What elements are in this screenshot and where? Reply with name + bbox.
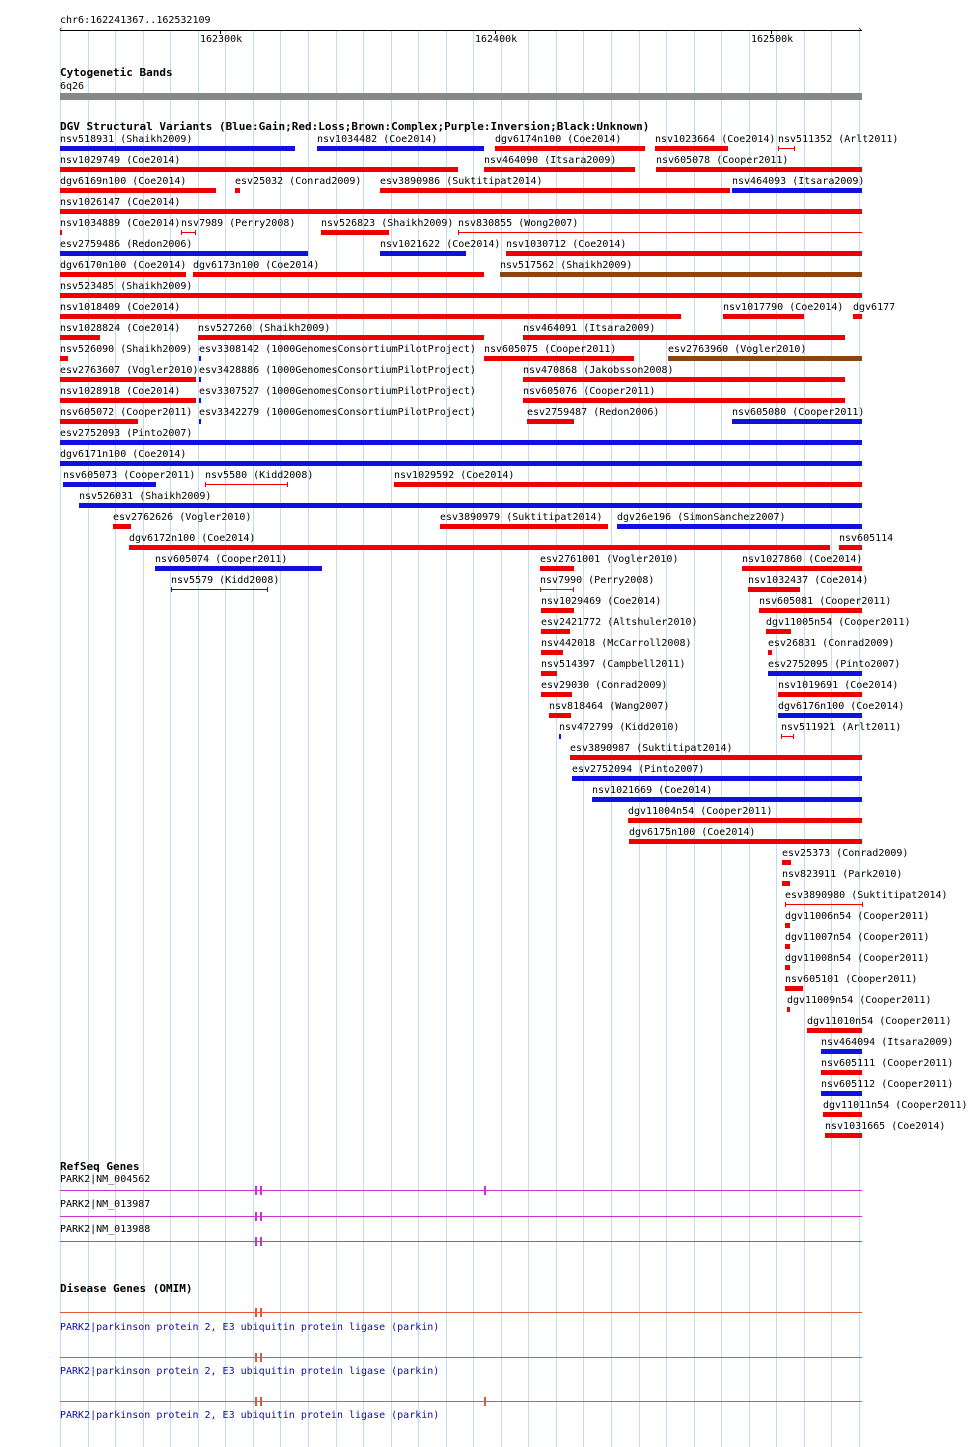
variant-label[interactable]: dgv6176n100 (Coe2014)	[778, 701, 905, 712]
variant-label[interactable]: nsv5579 (Kidd2008)	[171, 575, 280, 586]
variant-bar[interactable]	[500, 272, 862, 277]
exon-mark	[255, 1353, 257, 1362]
omim-track-title: Disease Genes (OMIM)	[60, 1282, 193, 1295]
variant-label[interactable]: esv25032 (Conrad2009)	[235, 176, 362, 187]
variant-label[interactable]: nsv511921 (Arlt2011)	[781, 722, 902, 733]
omim-gene-line[interactable]	[60, 1312, 862, 1313]
variant-label[interactable]: nsv1029592 (Coe2014)	[394, 470, 515, 481]
variant-label[interactable]: nsv1034889 (Coe2014)	[60, 218, 181, 229]
variant-label[interactable]: esv3890980 (Suktitipat2014)	[785, 890, 948, 901]
variant-bar[interactable]	[484, 356, 634, 361]
variant-label[interactable]: dgv6172n100 (Coe2014)	[129, 533, 256, 544]
variant-label[interactable]: esv3307527 (1000GenomesConsortiumPilotProject)	[199, 386, 476, 397]
variant-label[interactable]: esv2763960 (Vogler2010)	[668, 344, 807, 355]
variant-bar-end	[287, 482, 288, 487]
variant-label[interactable]: nsv514397 (Campbell2011)	[541, 659, 686, 670]
variant-bar[interactable]	[617, 524, 862, 529]
variant-bar[interactable]	[782, 860, 791, 865]
omim-gene-label[interactable]: PARK2|parkinson protein 2, E3 ubiquitin protein ligase (parkin)	[60, 1322, 440, 1333]
variant-bar[interactable]	[839, 545, 862, 550]
variant-bar[interactable]	[540, 589, 573, 590]
variant-bar[interactable]	[506, 251, 862, 256]
variant-bar[interactable]	[787, 1007, 790, 1012]
variant-bar-end	[862, 902, 863, 907]
variant-bar[interactable]	[60, 188, 216, 193]
exon-mark	[260, 1308, 262, 1317]
variant-bar[interactable]	[541, 671, 557, 676]
variant-bar[interactable]	[592, 797, 862, 802]
variant-label[interactable]: nsv830855 (Wong2007)	[458, 218, 579, 229]
variant-bar[interactable]	[458, 232, 862, 233]
variant-bar[interactable]	[317, 146, 484, 151]
variant-bar[interactable]	[655, 146, 728, 151]
cyto-band[interactable]	[60, 93, 862, 100]
variant-label[interactable]: esv2759487 (Redon2006)	[527, 407, 660, 418]
ruler-left-arrow-icon[interactable]: ‹	[58, 25, 64, 35]
variant-bar[interactable]	[60, 440, 862, 445]
omim-gene-line[interactable]	[60, 1357, 862, 1358]
variant-label[interactable]: nsv605101 (Cooper2011)	[785, 974, 918, 985]
variant-bar[interactable]	[60, 461, 862, 466]
variant-bar[interactable]	[668, 356, 862, 361]
variant-label[interactable]: nsv518931 (Shaikh2009)	[60, 134, 193, 145]
refseq-gene-line[interactable]	[60, 1216, 862, 1217]
variant-bar-end	[205, 482, 206, 487]
variant-bar[interactable]	[60, 167, 458, 172]
variant-bar[interactable]	[199, 398, 201, 403]
variant-bar[interactable]	[540, 566, 574, 571]
variant-label[interactable]: nsv5580 (Kidd2008)	[205, 470, 314, 481]
variant-bar[interactable]	[321, 230, 389, 235]
omim-gene-line[interactable]	[60, 1401, 862, 1402]
refseq-gene-line[interactable]	[60, 1241, 862, 1242]
variant-bar[interactable]	[778, 692, 862, 697]
variant-label[interactable]: dgv11008n54 (Cooper2011)	[785, 953, 930, 964]
variant-label[interactable]: nsv1028918 (Coe2014)	[60, 386, 181, 397]
variant-bar[interactable]	[778, 713, 862, 718]
variant-bar[interactable]	[79, 503, 862, 508]
variant-bar-end	[781, 734, 782, 739]
refseq-gene-label[interactable]: PARK2|NM_013988	[60, 1224, 151, 1235]
variant-label[interactable]: nsv523485 (Shaikh2009)	[60, 281, 193, 292]
variant-bar[interactable]	[60, 314, 681, 319]
variant-bar[interactable]	[785, 904, 862, 905]
variant-bar[interactable]	[825, 1133, 862, 1138]
variant-label[interactable]: esv2421772 (Altshuler2010)	[541, 617, 698, 628]
variant-label[interactable]: dgv11006n54 (Cooper2011)	[785, 911, 930, 922]
variant-label[interactable]: nsv464090 (Itsara2009)	[484, 155, 617, 166]
variant-bar[interactable]	[785, 944, 790, 949]
exon-mark	[255, 1237, 257, 1246]
variant-label[interactable]: nsv605111 (Cooper2011)	[821, 1058, 954, 1069]
variant-label[interactable]: nsv7989 (Perry2008)	[181, 218, 296, 229]
variant-label[interactable]: dgv6169n100 (Coe2014)	[60, 176, 187, 187]
variant-bar[interactable]	[527, 419, 574, 424]
variant-bar[interactable]	[60, 293, 862, 298]
variant-bar[interactable]	[60, 356, 68, 361]
exon-mark	[260, 1237, 262, 1246]
variant-label[interactable]: esv2761001 (Vogler2010)	[540, 554, 679, 565]
variant-bar[interactable]	[181, 232, 195, 233]
variant-label[interactable]: dgv11007n54 (Cooper2011)	[785, 932, 930, 943]
variant-label[interactable]: dgv11005n54 (Cooper2011)	[766, 617, 911, 628]
variant-bar[interactable]	[541, 692, 572, 697]
variant-bar[interactable]	[60, 377, 196, 382]
ruler-tick	[495, 30, 496, 34]
variant-label[interactable]: nsv511352 (Arlt2011)	[778, 134, 899, 145]
variant-label[interactable]: nsv526031 (Shaikh2009)	[79, 491, 212, 502]
variant-label[interactable]: dgv6171n100 (Coe2014)	[60, 449, 187, 460]
variant-bar-end	[181, 230, 182, 235]
variant-label[interactable]: dgv11009n54 (Cooper2011)	[787, 995, 932, 1006]
variant-bar[interactable]	[853, 314, 862, 319]
variant-label[interactable]: esv2762626 (Vogler2010)	[113, 512, 252, 523]
variant-label[interactable]: esv2759486 (Redon2006)	[60, 239, 193, 250]
variant-label[interactable]: nsv605072 (Cooper2011)	[60, 407, 193, 418]
variant-label[interactable]: nsv605114	[839, 533, 894, 544]
variant-bar-end	[785, 902, 786, 907]
variant-label[interactable]: nsv605080 (Cooper2011)	[732, 407, 865, 418]
variant-bar[interactable]	[60, 272, 186, 277]
variant-bar[interactable]	[785, 986, 803, 991]
variant-bar[interactable]	[821, 1049, 862, 1054]
variant-label[interactable]: esv3308142 (1000GenomesConsortiumPilotProject)	[199, 344, 476, 355]
ruler-line	[60, 30, 862, 31]
variant-label[interactable]: nsv605075 (Cooper2011)	[484, 344, 617, 355]
variant-bar[interactable]	[821, 1091, 862, 1096]
variant-bar[interactable]	[768, 671, 862, 676]
variant-bar-end	[171, 587, 172, 592]
variant-label[interactable]: nsv1029749 (Coe2014)	[60, 155, 181, 166]
variant-bar[interactable]	[60, 251, 308, 256]
cyto-band-label: 6q26	[60, 81, 85, 92]
ruler-right-arrow-icon[interactable]: ›	[857, 25, 863, 35]
exon-mark	[260, 1186, 262, 1195]
variant-bar[interactable]	[60, 419, 138, 424]
exon-mark	[255, 1212, 257, 1221]
variant-label[interactable]: nsv1017790 (Coe2014)	[723, 302, 844, 313]
variant-bar[interactable]	[60, 398, 196, 403]
variant-bar[interactable]	[778, 148, 794, 149]
variant-bar[interactable]	[523, 335, 845, 340]
variant-label[interactable]: nsv464094 (Itsara2009)	[821, 1037, 954, 1048]
variant-bar[interactable]	[541, 608, 574, 613]
variant-bar[interactable]	[549, 713, 571, 718]
variant-bar-end	[195, 230, 196, 235]
variant-bar[interactable]	[394, 482, 862, 487]
variant-bar[interactable]	[193, 272, 484, 277]
variant-bar[interactable]	[205, 484, 287, 485]
variant-label[interactable]: esv2752093 (Pinto2007)	[60, 428, 193, 439]
variant-bar[interactable]	[60, 335, 100, 340]
omim-gene-label[interactable]: PARK2|parkinson protein 2, E3 ubiquitin protein ligase (parkin)	[60, 1410, 440, 1421]
variant-bar[interactable]	[628, 818, 862, 823]
variant-label[interactable]: esv26831 (Conrad2009)	[768, 638, 895, 649]
variant-bar[interactable]	[766, 629, 791, 634]
ruler-label: 162400k	[475, 34, 518, 45]
variant-label[interactable]: nsv526090 (Shaikh2009)	[60, 344, 193, 355]
variant-label[interactable]: dgv11004n54 (Cooper2011)	[628, 806, 773, 817]
variant-label[interactable]: nsv605076 (Cooper2011)	[523, 386, 656, 397]
variant-label[interactable]: nsv823911 (Park2010)	[782, 869, 903, 880]
variant-label[interactable]: dgv11010n54 (Cooper2011)	[807, 1016, 952, 1027]
variant-bar[interactable]	[748, 587, 800, 592]
variant-label[interactable]: dgv6177	[853, 302, 896, 313]
variant-label[interactable]: nsv1021669 (Coe2014)	[592, 785, 713, 796]
variant-label[interactable]: dgv6175n100 (Coe2014)	[629, 827, 756, 838]
variant-label[interactable]: nsv526823 (Shaikh2009)	[321, 218, 454, 229]
variant-label[interactable]: esv2752094 (Pinto2007)	[572, 764, 705, 775]
variant-bar[interactable]	[570, 755, 862, 760]
exon-mark	[260, 1353, 262, 1362]
variant-label[interactable]: nsv527260 (Shaikh2009)	[198, 323, 331, 334]
variant-bar[interactable]	[732, 419, 862, 424]
omim-gene-label[interactable]: PARK2|parkinson protein 2, E3 ubiquitin protein ligase (parkin)	[60, 1366, 440, 1377]
ruler-tick	[771, 30, 772, 34]
variant-label[interactable]: esv2763607 (Vogler2010)	[60, 365, 199, 376]
variant-bar-end	[267, 587, 268, 592]
variant-bar[interactable]	[199, 419, 201, 424]
variant-label[interactable]: nsv1019691 (Coe2014)	[778, 680, 899, 691]
variant-bar-end	[458, 230, 459, 235]
variant-bar-end	[793, 734, 794, 739]
variant-label[interactable]: nsv818464 (Wang2007)	[549, 701, 670, 712]
variant-label[interactable]: dgv11011n54 (Cooper2011)	[823, 1100, 968, 1111]
variant-label[interactable]: nsv517562 (Shaikh2009)	[500, 260, 633, 271]
variant-bar[interactable]	[380, 251, 466, 256]
variant-label[interactable]: nsv464093 (Itsara2009)	[732, 176, 865, 187]
variant-label[interactable]: nsv464091 (Itsara2009)	[523, 323, 656, 334]
variant-label[interactable]: esv29030 (Conrad2009)	[541, 680, 668, 691]
variant-bar[interactable]	[541, 629, 570, 634]
variant-bar[interactable]	[495, 146, 645, 151]
variant-bar[interactable]	[572, 776, 862, 781]
variant-bar-end	[794, 146, 795, 151]
ruler-tick	[220, 30, 221, 34]
variant-bar[interactable]	[198, 335, 484, 340]
variant-label[interactable]: nsv605074 (Cooper2011)	[155, 554, 288, 565]
exon-mark	[484, 1397, 486, 1406]
variant-label[interactable]: nsv1031665 (Coe2014)	[825, 1121, 946, 1132]
variant-label[interactable]: dgv26e196 (SimonSanchez2007)	[617, 512, 786, 523]
variant-bar[interactable]	[199, 356, 201, 361]
variant-bar[interactable]	[235, 188, 240, 193]
variant-label[interactable]: esv3890987 (Suktitipat2014)	[570, 743, 733, 754]
variant-bar[interactable]	[782, 881, 790, 886]
variant-bar[interactable]	[380, 188, 730, 193]
variant-bar[interactable]	[768, 650, 772, 655]
variant-label[interactable]: esv3890979 (Suktitipat2014)	[440, 512, 603, 523]
variant-bar[interactable]	[823, 1112, 862, 1117]
variant-label[interactable]: dgv6173n100 (Coe2014)	[193, 260, 320, 271]
cyto-track-title: Cytogenetic Bands	[60, 66, 173, 79]
variant-label[interactable]: esv2752095 (Pinto2007)	[768, 659, 901, 670]
refseq-gene-line[interactable]	[60, 1190, 862, 1191]
variant-label[interactable]: nsv605073 (Cooper2011)	[63, 470, 196, 481]
refseq-gene-label[interactable]: PARK2|NM_004562	[60, 1174, 151, 1185]
variant-bar-end	[778, 146, 779, 151]
variant-bar-end	[573, 587, 574, 592]
exon-mark	[260, 1212, 262, 1221]
variant-bar[interactable]	[113, 524, 131, 529]
variant-label[interactable]: nsv605078 (Cooper2011)	[656, 155, 789, 166]
variant-bar[interactable]	[723, 314, 804, 319]
refseq-track-title: RefSeq Genes	[60, 1160, 140, 1173]
variant-label[interactable]: nsv470868 (Jakobsson2008)	[523, 365, 674, 376]
variant-bar[interactable]	[155, 566, 322, 571]
variant-bar-end	[540, 587, 541, 592]
variant-bar[interactable]	[732, 188, 862, 193]
variant-bar[interactable]	[785, 923, 790, 928]
variant-bar[interactable]	[559, 734, 561, 739]
variant-label[interactable]: nsv1023664 (Coe2014)	[655, 134, 776, 145]
variant-bar[interactable]	[523, 398, 845, 403]
variant-bar[interactable]	[60, 230, 62, 235]
variant-label[interactable]: esv3342279 (1000GenomesConsortiumPilotProject)	[199, 407, 476, 418]
variant-bar[interactable]	[821, 1070, 862, 1075]
exon-mark	[255, 1397, 257, 1406]
variant-label[interactable]: dgv6174n100 (Coe2014)	[495, 134, 622, 145]
region-label: chr6:162241367..162532109	[60, 15, 211, 26]
variant-bar[interactable]	[440, 524, 608, 529]
variant-label[interactable]: nsv1032437 (Coe2014)	[748, 575, 869, 586]
variant-bar[interactable]	[63, 482, 156, 487]
variant-label[interactable]: dgv6170n100 (Coe2014)	[60, 260, 187, 271]
dgv-track-title: DGV Structural Variants (Blue:Gain;Red:Loss;Brown:Complex;Purple:Inversion;Black:Unknown)	[60, 120, 650, 133]
variant-label[interactable]: nsv472799 (Kidd2010)	[559, 722, 680, 733]
ruler-label: 162500k	[751, 34, 794, 45]
ruler-label: 162300k	[200, 34, 243, 45]
variant-bar[interactable]	[629, 839, 862, 844]
exon-mark	[255, 1308, 257, 1317]
variant-bar[interactable]	[60, 146, 295, 151]
variant-label[interactable]: nsv1028824 (Coe2014)	[60, 323, 181, 334]
refseq-gene-label[interactable]: PARK2|NM_013987	[60, 1199, 151, 1210]
variant-label[interactable]: nsv1034482 (Coe2014)	[317, 134, 438, 145]
variant-label[interactable]: esv3428886 (1000GenomesConsortiumPilotProject)	[199, 365, 476, 376]
variant-label[interactable]: nsv7990 (Perry2008)	[540, 575, 655, 586]
variant-label[interactable]: nsv1026147 (Coe2014)	[60, 197, 181, 208]
variant-label[interactable]: nsv1029469 (Coe2014)	[541, 596, 662, 607]
variant-bar[interactable]	[781, 736, 793, 737]
variant-bar[interactable]	[171, 589, 267, 590]
variant-bar[interactable]	[759, 608, 862, 613]
variant-bar[interactable]	[785, 965, 790, 970]
variant-bar[interactable]	[60, 209, 862, 214]
variant-label[interactable]: nsv1018409 (Coe2014)	[60, 302, 181, 313]
variant-bar[interactable]	[656, 167, 862, 172]
variant-bar[interactable]	[484, 167, 635, 172]
variant-label[interactable]: esv3890986 (Suktitipat2014)	[380, 176, 543, 187]
variant-bar[interactable]	[541, 650, 563, 655]
exon-mark	[260, 1397, 262, 1406]
variant-bar[interactable]	[742, 566, 862, 571]
variant-bar[interactable]	[523, 377, 845, 382]
exon-mark	[484, 1186, 486, 1195]
variant-label[interactable]: nsv1030712 (Coe2014)	[506, 239, 627, 250]
exon-mark	[255, 1186, 257, 1195]
variant-label[interactable]: nsv605081 (Cooper2011)	[759, 596, 892, 607]
variant-bar[interactable]	[807, 1028, 862, 1033]
variant-bar[interactable]	[199, 377, 201, 382]
variant-label[interactable]: nsv1021622 (Coe2014)	[380, 239, 501, 250]
variant-label[interactable]: nsv605112 (Cooper2011)	[821, 1079, 954, 1090]
variant-label[interactable]: nsv1027860 (Coe2014)	[742, 554, 863, 565]
variant-label[interactable]: nsv442018 (McCarroll2008)	[541, 638, 692, 649]
variant-bar[interactable]	[129, 545, 830, 550]
variant-label[interactable]: esv25373 (Conrad2009)	[782, 848, 909, 859]
